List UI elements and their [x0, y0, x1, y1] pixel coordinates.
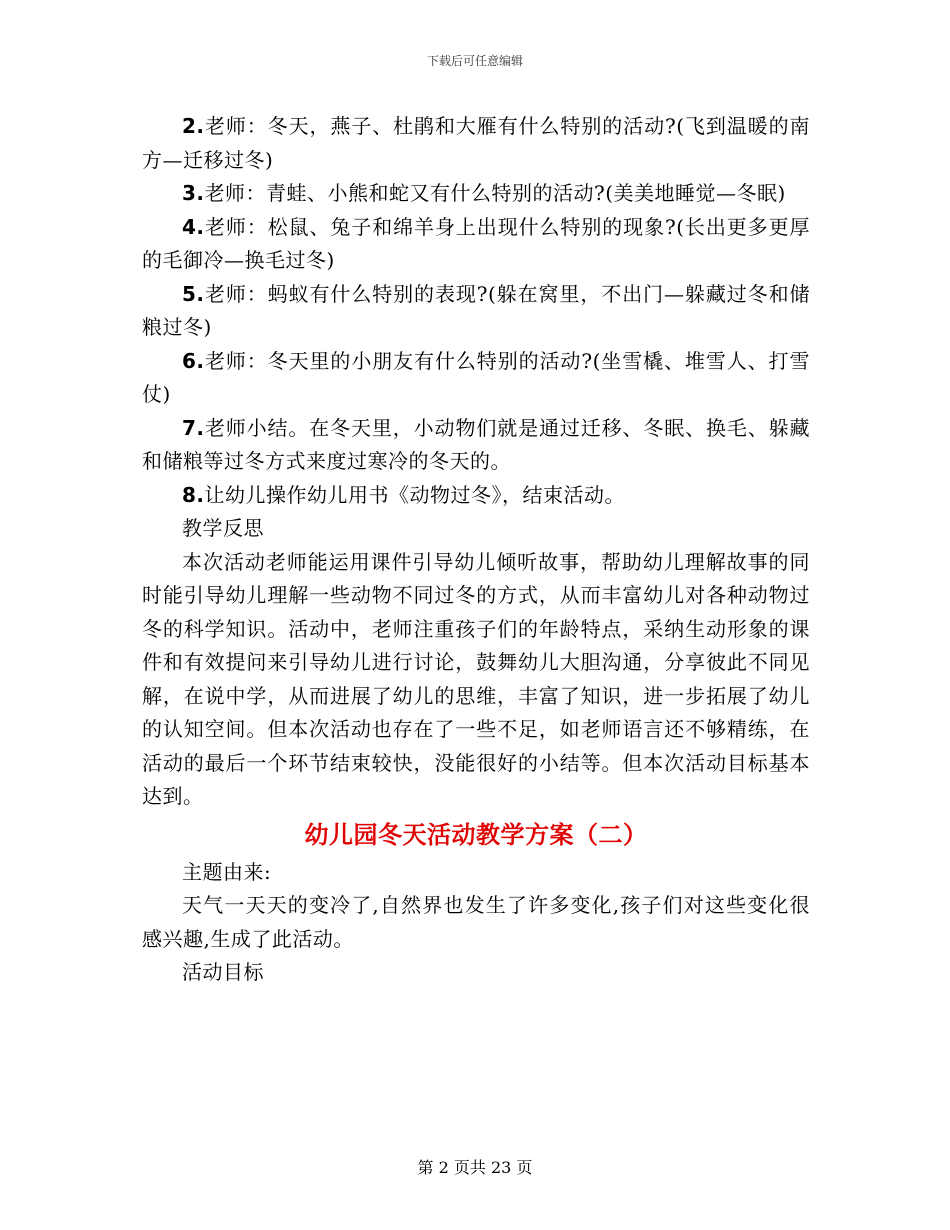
page-footer: 第 2 页共 23 页 [417, 1158, 533, 1177]
item-text: 老师：松鼠、兔子和绵羊身上出现什么特别的现象?(长出更多更厚的毛御冷—换毛过冬) [142, 214, 810, 272]
item-text: 老师小结。在冬天里，小动物们就是通过迁移、冬眠、换毛、躲藏和储粮等过冬方式来度过寒冷的冬天的。 [142, 415, 810, 473]
reflection-heading: 教学反思 [182, 516, 264, 540]
item-text: 老师：冬天里的小朋友有什么特别的活动?(坐雪橇、堆雪人、打雪仗) [142, 348, 810, 406]
list-item [142, 211, 810, 278]
item-number: 6. [182, 348, 205, 373]
theme-heading: 主题由来: [182, 859, 272, 884]
list-item [142, 110, 810, 177]
item-number: 8. [182, 482, 205, 507]
item-number: 7. [182, 415, 205, 440]
section-title: 幼儿园冬天活动教学方案（二） [304, 820, 648, 849]
theme-paragraph: 天气一天天的变冷了,自然界也发生了许多变化,孩子们对这些变化很感兴趣,生成了此活动。 [142, 893, 810, 951]
list-item [142, 278, 810, 345]
item-number: 3. [182, 181, 205, 205]
list-item [142, 345, 810, 412]
page-header: 下载后可任意编辑 [426, 54, 523, 68]
list-item [142, 412, 810, 479]
item-number: 5. [182, 281, 205, 306]
item-text: 老师：青蛙、小熊和蛇又有什么特别的活动?(美美地睡觉—冬眠) [204, 181, 786, 205]
item-text: 老师：蚂蚁有什么特别的表现?(躲在窝里，不出门—躲藏过冬和储粮过冬) [142, 281, 810, 339]
list-item [142, 479, 810, 513]
list-item [142, 177, 810, 211]
item-text: 老师：冬天，燕子、杜鹃和大雁有什么特别的活动?(飞到温暖的南方—迁移过冬) [142, 114, 810, 172]
goal-heading: 活动目标 [182, 960, 264, 984]
item-number: 2. [182, 114, 205, 138]
document-body [142, 110, 810, 990]
reflection-paragraph: 本次活动老师能运用课件引导幼儿倾听故事，帮助幼儿理解故事的同时能引导幼儿理解一些动物不同过冬的方式，从而丰富幼儿对各种动物过冬的科学知识。活动中，老师注重孩子们的年龄特点，采纳生动形象的课件和有效提问来引导幼儿进行讨论，鼓舞幼儿大胆沟通，分享彼此不同见解，在说中学，从而进展了幼儿的思维，丰富了知识，进一步拓展了幼儿的认知空间。但本次活动也存在了一些不足，如老师语言还不够精练，在活动的最后一个环节结束较快，没能很好的小结等。但本次活动目标基本达到。 [142, 549, 810, 808]
item-text: 让幼儿操作幼儿用书《动物过冬》，结束活动。 [204, 482, 626, 507]
item-number: 4. [182, 214, 205, 239]
